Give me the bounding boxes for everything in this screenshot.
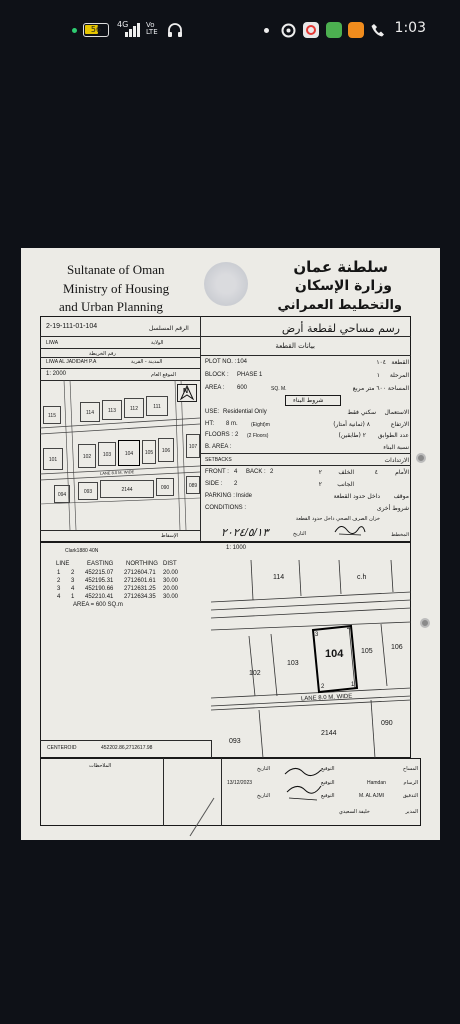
small-map-lane-label: LANE 8.0 M. WIDE — [99, 469, 135, 476]
front-value: 4 — [234, 469, 238, 475]
handwritten-date: ٢٠٢٤/٥/١٣ — [221, 527, 269, 539]
coord-cell: 4 — [57, 594, 61, 600]
plan-parcel-label: 093 — [229, 738, 241, 745]
location-map — [40, 380, 200, 530]
checker-ar: التدقيق — [402, 793, 418, 799]
notification-dot-icon — [264, 28, 269, 33]
floors-label: FLOORS : — [205, 432, 234, 438]
use-ar-label: الاستعمال — [384, 409, 409, 416]
small-parcel: 093 — [78, 482, 98, 500]
ref-label-ar: الرقم المسلسل — [149, 325, 189, 332]
height-ar-label: الارتفاع — [390, 421, 409, 428]
coord-header: NORTHING — [126, 561, 158, 567]
side-value: 2 — [234, 481, 238, 487]
small-parcel: 112 — [124, 398, 144, 418]
coord-cell: 3 — [71, 578, 75, 584]
floors-ar-value: ٢ (طابقين) — [338, 432, 366, 439]
centeroid-label: CENTEROID — [47, 745, 77, 751]
wilayat-ar: الولاية — [151, 340, 164, 346]
small-parcel: 103 — [98, 442, 116, 466]
area-name-ar: المدينة - القرية — [131, 359, 163, 365]
footer-date-value: 13/12/2023 — [227, 780, 253, 786]
side-ar-value: ٢ — [318, 481, 322, 488]
small-parcel: 115 — [43, 406, 61, 424]
plan-parcel-label: 102 — [249, 670, 261, 677]
front-ar-value: ٤ — [374, 469, 378, 476]
floors-ar-label: عدد الطوابق — [377, 432, 409, 439]
small-parcel: 090 — [156, 478, 174, 496]
signature-icon — [333, 520, 367, 538]
footer-sign-ar: التوقيع — [321, 780, 335, 786]
plot-field-ar-label: القطعة — [391, 359, 409, 366]
scale-large: 1: 1000 — [226, 545, 247, 551]
plan-parcel-label: 103 — [287, 660, 299, 667]
header-ar-line2: وزارة الإسكان — [294, 278, 392, 294]
coord-cell: 3 — [57, 586, 61, 592]
small-parcel: 2144 — [100, 480, 154, 498]
small-parcel: 114 — [80, 402, 100, 422]
date-label-ar: التاريخ — [293, 531, 306, 537]
coord-cell: 452215.07 — [85, 570, 114, 576]
footer-date-ar: التاريخ — [257, 793, 270, 799]
use-value: Residential Only — [223, 409, 267, 415]
coord-cell: 30.00 — [163, 594, 179, 600]
back-ar-value: ٢ — [318, 469, 322, 476]
coord-cell: 20.00 — [163, 586, 179, 592]
plan-parcel-label: 114 — [273, 574, 285, 581]
header-en-line2: Ministry of Housing — [63, 281, 170, 296]
checker-name: M. AL AJMI — [359, 793, 385, 799]
emblem-seal-icon — [204, 262, 248, 306]
coord-header: LINE — [56, 561, 70, 567]
barea-ar-label: نسبة البناء — [383, 444, 409, 451]
pen-mark-icon — [186, 796, 216, 838]
coord-header: DIST — [163, 561, 177, 567]
phone-icon — [371, 23, 385, 37]
plan-corner-label: 1 — [351, 682, 355, 688]
projection-ar: الإسقاط — [161, 533, 179, 539]
plan-corner-label: 2 — [321, 684, 325, 690]
app-green-icon — [326, 22, 342, 38]
plot-field-ar-label: المرحلة — [389, 372, 409, 379]
coord-cell: 2712634.35 — [124, 594, 156, 600]
coord-cell: 1 — [57, 570, 61, 576]
back-ar-label: الخلف — [338, 469, 354, 476]
status-bar — [0, 0, 460, 62]
notification-dot-icon — [72, 28, 77, 33]
coord-cell: 30.00 — [163, 578, 179, 584]
plan-parcel-label: 090 — [381, 720, 393, 727]
land-data-title-ar: بيانات القطعة — [275, 342, 315, 350]
projection-en: Clark1880 40N — [65, 548, 99, 554]
plot-field-ar-label: المساحة — [387, 385, 409, 392]
use-label: USE: — [205, 409, 220, 415]
site-plan-map — [211, 560, 411, 758]
conditions-title-ar: شروط البناء — [293, 397, 324, 404]
footer-sign-ar: التوقيع — [321, 793, 335, 799]
small-parcel: 105 — [142, 440, 156, 464]
coord-cell: 20.00 — [163, 570, 179, 576]
floors-value: 2 — [235, 432, 239, 438]
ref-number: 2-19-111-01-104 — [46, 323, 98, 330]
plot-field-label: PLOT NO. : — [205, 359, 237, 365]
plot-field-value: 600 — [237, 385, 248, 391]
other-conditions-ar: شروط أخرى — [376, 505, 409, 512]
drafter-ar: الرسام — [403, 780, 418, 786]
signal-icon — [125, 23, 141, 37]
binder-hole-icon — [420, 618, 430, 628]
header-ar-line1: سلطنة عمان — [293, 258, 388, 276]
survey-document — [21, 248, 440, 840]
wilayat-en: LIWA — [46, 340, 59, 346]
barea-label: B. AREA : — [205, 444, 232, 450]
footer-date-ar: التاريخ — [257, 766, 270, 772]
small-parcel: 107 — [186, 434, 200, 458]
area-line: AREA = 600 SQ.m — [73, 602, 123, 608]
clock: 1:03 — [394, 20, 426, 36]
conditions-label: CONDITIONS : — [205, 505, 247, 511]
coord-cell: 4 — [71, 586, 75, 592]
location-ar: الموقع العام — [151, 372, 176, 378]
back-label: BACK : — [246, 469, 266, 475]
app-orange-icon — [348, 22, 364, 38]
back-value: 2 — [270, 469, 274, 475]
plan-corner-label: 3 — [315, 632, 319, 638]
height-value: 8 m. — [226, 421, 238, 427]
height-label: HT: — [205, 421, 214, 427]
north-label: N — [183, 388, 189, 395]
small-parcel: 106 — [158, 438, 174, 462]
front-ar-label: الأمام — [395, 469, 409, 476]
coord-cell: 2712631.25 — [124, 586, 156, 592]
coord-cell: 452190.66 — [85, 586, 114, 592]
headphones-icon — [167, 22, 183, 38]
parking-label: PARKING : — [205, 493, 235, 499]
plot-field-ar-value: ١٠٤ — [376, 359, 386, 366]
plot-field-ar-value: ٦٠٠ متر مربع — [352, 385, 386, 392]
header-ar-line3: والتخطيط العمراني — [277, 298, 402, 313]
map-ref-ar: رقم الخريطة — [89, 351, 116, 357]
gear-app-icon — [280, 22, 297, 39]
plot-field-label: BLOCK : — [205, 372, 229, 378]
plan-parcel-label: 105 — [361, 648, 373, 655]
front-label: FRONT : — [205, 469, 229, 475]
binder-hole-icon — [416, 453, 426, 463]
small-parcel: 113 — [102, 400, 122, 420]
coord-cell: 452210.41 — [85, 594, 114, 600]
plot-field-ar-value: ١ — [376, 372, 380, 379]
note-ar: خزان الصرف الصحي داخل حدود القطعة — [295, 516, 380, 522]
plan-parcel-label: 106 — [391, 644, 403, 651]
director-name-ar: خليفة السعيدي — [339, 809, 370, 815]
coord-cell: 2 — [57, 578, 61, 584]
small-parcel: 089 — [186, 476, 200, 494]
plot-field-value: 104 — [237, 359, 248, 365]
small-parcel-highlight: 104 — [118, 440, 140, 466]
setbacks-ar-label: الارتدادات — [384, 457, 409, 464]
side-label: SIDE : — [205, 481, 223, 487]
parking-ar-value: داخل حدود القطعة — [333, 493, 380, 500]
plan-parcel-main: 104 — [325, 648, 344, 660]
small-parcel: 111 — [146, 396, 168, 416]
small-parcel: 094 — [54, 485, 70, 503]
plot-field-label: AREA : — [205, 385, 225, 391]
parking-value: Inside — [236, 493, 253, 499]
use-ar-value: سكني فقط — [347, 409, 376, 416]
area-name-en: LIWA AL JADIDAH P.A — [46, 359, 97, 365]
volte-label: Vo LTE — [146, 21, 158, 36]
coord-cell: 1 — [71, 594, 75, 600]
footer-signature-icon — [281, 764, 325, 804]
approved-ar: المخطط — [391, 532, 409, 538]
centeroid-value: 452202.86,2712617.98 — [101, 745, 153, 751]
floors-extra: (2 Floors) — [247, 433, 269, 439]
small-parcel: 102 — [78, 444, 96, 468]
setbacks-label: SETBACKS — [205, 457, 232, 463]
director-ar: المدير — [405, 809, 418, 815]
height-extra: (Eight)m — [251, 422, 270, 428]
plot-field-value: PHASE 1 — [237, 372, 263, 378]
battery-icon: 56 — [83, 23, 109, 37]
notes-label-ar: الملاحظات — [89, 763, 112, 769]
header-en-line1: Sultanate of Oman — [67, 262, 165, 277]
side-ar-label: الجانب — [337, 481, 354, 488]
plot-field-unit: SQ. M. — [271, 386, 287, 392]
form-title-ar: رسم مساحي لقطعة أرض — [281, 322, 400, 335]
coord-cell: 452195.31 — [85, 578, 114, 584]
coord-cell: 2712604.71 — [124, 570, 156, 576]
plan-lane-label: LANE 8.0 M. WIDE — [300, 693, 353, 703]
scale-small: 1: 2000 — [46, 371, 67, 377]
plan-parcel-label: c.h — [357, 574, 367, 581]
footer-sign-ar: التوقيع — [321, 766, 335, 772]
header-en-line3: and Urban Planning — [59, 299, 163, 314]
plan-corner-label: 4 — [347, 626, 351, 632]
height-ar-value: ٨ (ثمانية أمتار) — [333, 421, 370, 428]
coord-cell: 2 — [71, 570, 75, 576]
site-plan-lines — [211, 560, 411, 758]
parking-ar-label: موقف — [393, 493, 409, 500]
small-parcel: 101 — [43, 448, 63, 470]
network-type: 4G — [117, 20, 129, 29]
coord-header: EASTING — [87, 561, 114, 567]
plan-parcel-label: 2144 — [321, 730, 337, 737]
coord-cell: 2712601.61 — [124, 578, 156, 584]
drafter-name: Hamdan — [367, 780, 386, 786]
surveyor-ar: المساح — [402, 766, 418, 772]
app-red-icon — [303, 22, 319, 38]
